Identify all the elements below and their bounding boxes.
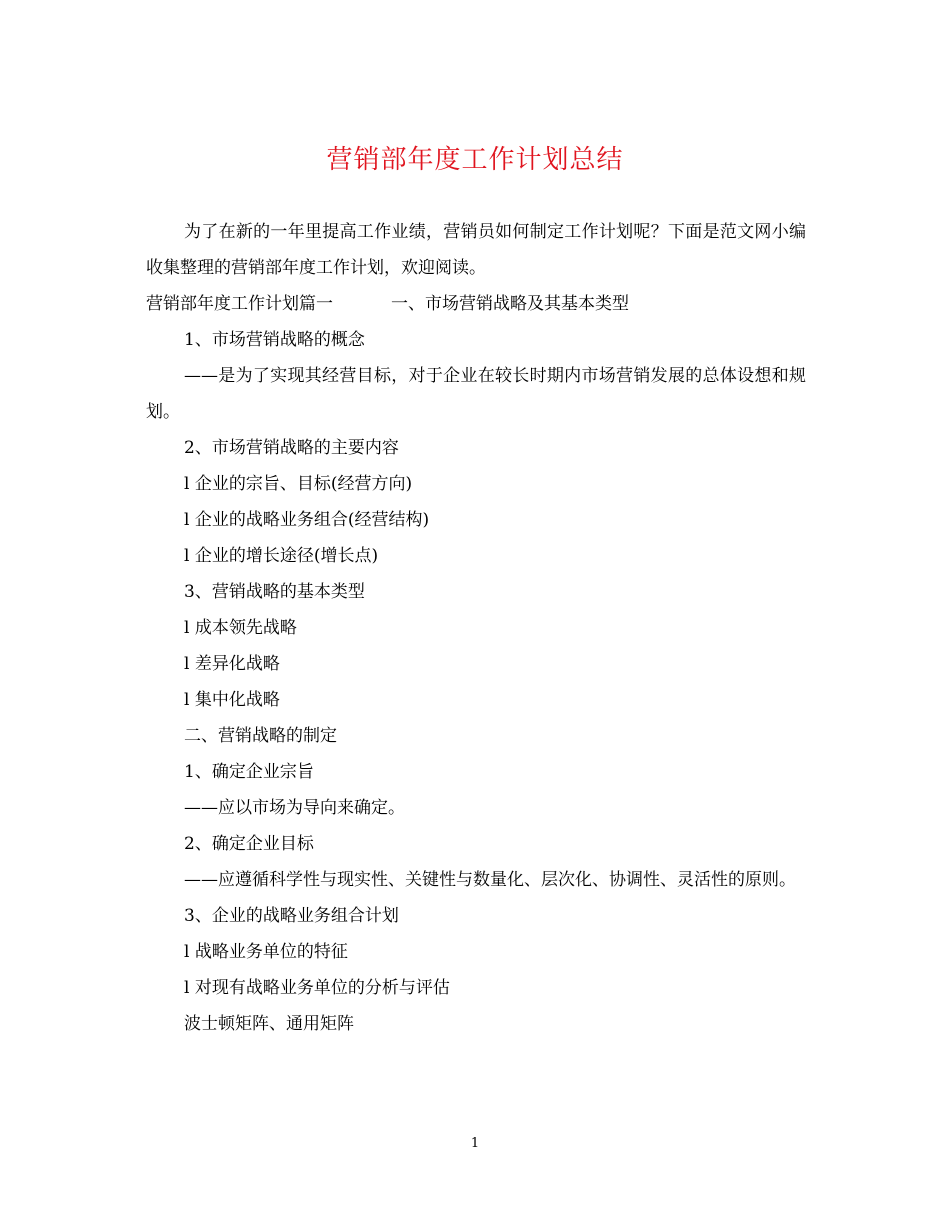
- body-line-9: l 差异化战略: [184, 654, 280, 674]
- body-line-17: l 战略业务单位的特征: [184, 942, 348, 962]
- body-line-18: l 对现有战略业务单位的分析与评估: [184, 978, 450, 998]
- body-line-1: 1、市场营销战略的概念: [184, 330, 365, 350]
- section-heading-left: 营销部年度工作计划篇一: [146, 294, 333, 314]
- body-line-2: ——是为了实现其经营目标，对于企业在较长时期内市场营销发展的总体设想和规划。: [146, 366, 806, 422]
- body-line-16: 3、企业的战略业务组合计划: [184, 906, 399, 926]
- body-line-10: l 集中化战略: [184, 690, 280, 710]
- body-line-15: ——应遵循科学性与现实性、关键性与数量化、层次化、协调性、灵活性的原则。: [184, 870, 796, 890]
- page-number: 1: [470, 1136, 480, 1151]
- body-line-11: 二、营销战略的制定: [184, 726, 337, 746]
- body-line-5: l 企业的战略业务组合(经营结构): [184, 510, 430, 530]
- body-line-7: 3、营销战略的基本类型: [184, 582, 365, 602]
- body-line-19: 波士顿矩阵、通用矩阵: [184, 1014, 354, 1034]
- section-heading-line: [146, 286, 806, 322]
- body-line-13: ——应以市场为导向来确定。: [184, 798, 405, 818]
- body-line-14: 2、确定企业目标: [184, 834, 314, 854]
- intro-paragraph: 为了在新的一年里提高工作业绩，营销员如何制定工作计划呢？下面是范文网小编收集整理的营销部年度工作计划，欢迎阅读。: [146, 222, 806, 278]
- document-body: [146, 214, 806, 1042]
- body-line-8: l 成本领先战略: [184, 618, 297, 638]
- body-line-12: 1、确定企业宗旨: [184, 762, 314, 782]
- document-title: 营销部年度工作计划总结: [326, 145, 624, 175]
- body-line-3: 2、市场营销战略的主要内容: [184, 438, 399, 458]
- section-heading-right: 一、市场营销战略及其基本类型: [391, 294, 629, 314]
- body-line-6: l 企业的增长途径(增长点): [184, 546, 379, 566]
- body-line-4: l 企业的宗旨、目标(经营方向): [184, 474, 413, 494]
